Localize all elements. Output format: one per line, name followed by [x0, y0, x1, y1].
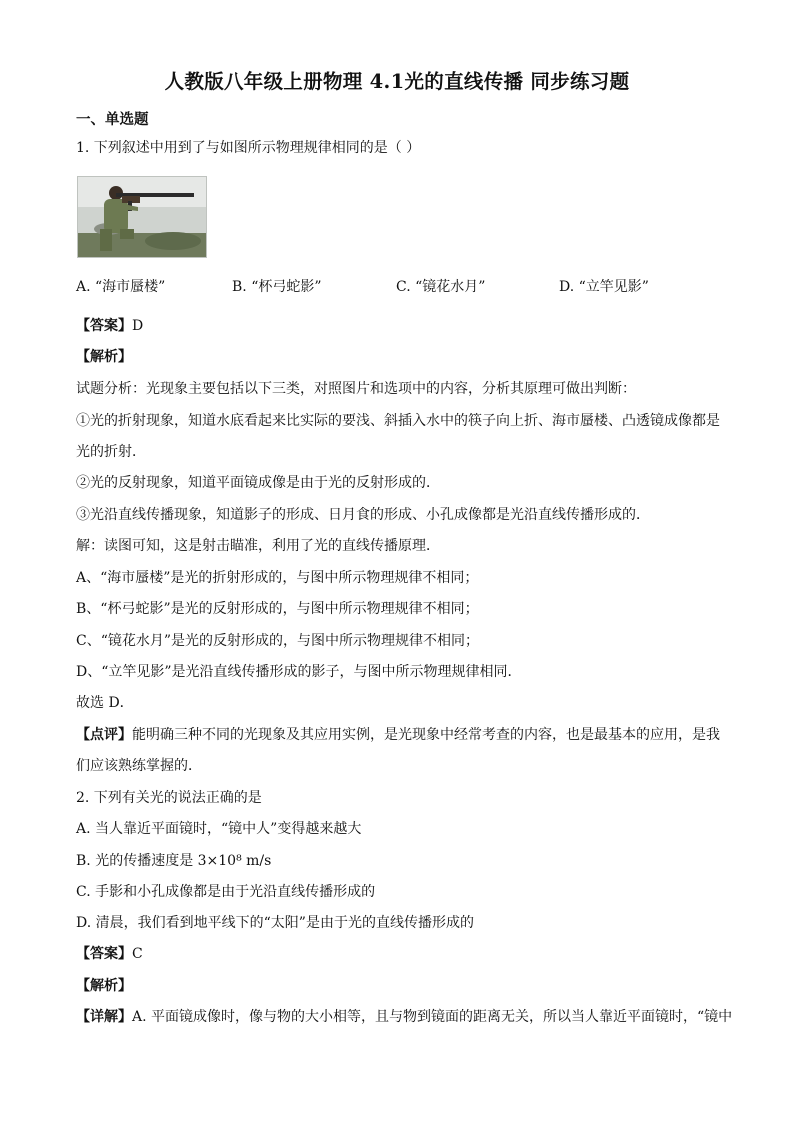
q1-option-d: D. “立竿见影” [559, 279, 649, 295]
q1-analysis-tag: 【解析】 [76, 349, 132, 365]
answer-value: D [132, 318, 144, 334]
answer-value: C [132, 946, 143, 962]
q1-analysis-line: B、“杯弓蛇影”是光的反射形成的，与图中所示物理规律不相同； [76, 601, 479, 617]
section-heading: 一、单选题 [76, 111, 149, 128]
q1-analysis-line: 试题分析：光现象主要包括以下三类，对照图片和选项中的内容，分析其原理可做出判断： [76, 381, 636, 397]
shooting-photo-illustration [78, 177, 206, 257]
q2-detail [76, 1007, 733, 1027]
q1-analysis-line: ②光的反射现象，知道平面镜成像是由于光的反射形成的． [76, 475, 440, 491]
q1-stem: 1. 下列叙述中用到了与如图所示物理规律相同的是（ ） [76, 140, 421, 156]
page-title: 人教版八年级上册物理 4.1光的直线传播 同步练习题 [164, 70, 630, 93]
q2-answer [76, 944, 726, 964]
answer-tag: 【答案】 [76, 318, 132, 334]
q2-option-d: D. 清晨，我们看到地平线下的“太阳”是由于光的直线传播形成的 [76, 915, 474, 931]
q2-analysis-tag: 【解析】 [76, 978, 132, 994]
answer-tag: 【答案】 [76, 946, 132, 962]
q2-stem: 2. 下列有关光的说法正确的是 [76, 790, 262, 806]
comment-text: 能明确三种不同的光现象及其应用实例，是光现象中经常考查的内容，也是最基本的应用，是我 [132, 727, 720, 743]
q1-analysis-line: ③光沿直线传播现象，知道影子的形成、日月食的形成、小孔成像都是光沿直线传播形成的． [76, 507, 650, 523]
q1-analysis-line: C、“镜花水月”是光的反射形成的，与图中所示物理规律不相同； [76, 633, 480, 649]
q1-comment [76, 725, 726, 745]
q1-option-a: A. “海市蜃楼” [76, 279, 166, 295]
detail-text: A. 平面镜成像时，像与物的大小相等，且与物到镜面的距离无关，所以当人靠近平面镜时，“镜中 [132, 1009, 733, 1025]
q2-option-b: B. 光的传播速度是 3×10⁸ m/s [76, 853, 272, 869]
detail-tag: 【详解】 [76, 1009, 132, 1025]
q2-option-c: C. 手影和小孔成像都是由于光沿直线传播形成的 [76, 884, 376, 900]
q1-analysis-line: A、“海市蜃楼”是光的折射形成的，与图中所示物理规律不相同； [76, 570, 479, 586]
comment-tag: 【点评】 [76, 727, 132, 743]
q1-answer [76, 316, 726, 336]
q1-analysis-line: 故选 D． [76, 695, 134, 711]
q1-analysis-line: 解：读图可知，这是射击瞄准，利用了光的直线传播原理． [76, 538, 440, 554]
q2-option-a: A. 当人靠近平面镜时，“镜中人”变得越来越大 [76, 821, 362, 837]
q1-photo-shooter-aiming [77, 176, 207, 258]
q1-option-b: B. “杯弓蛇影” [232, 279, 322, 295]
q1-option-c: C. “镜花水月” [396, 279, 486, 295]
q1-analysis-line: ①光的折射现象，知道水底看起来比实际的要浅、斜插入水中的筷子向上折、海市蜃楼、凸透镜成像都是 [76, 413, 720, 429]
q1-analysis-line: D、“立竿见影”是光沿直线传播形成的影子，与图中所示物理规律相同． [76, 664, 522, 680]
q1-comment-line: 们应该熟练掌握的． [76, 758, 202, 774]
q1-analysis-line: 光的折射． [76, 444, 146, 460]
